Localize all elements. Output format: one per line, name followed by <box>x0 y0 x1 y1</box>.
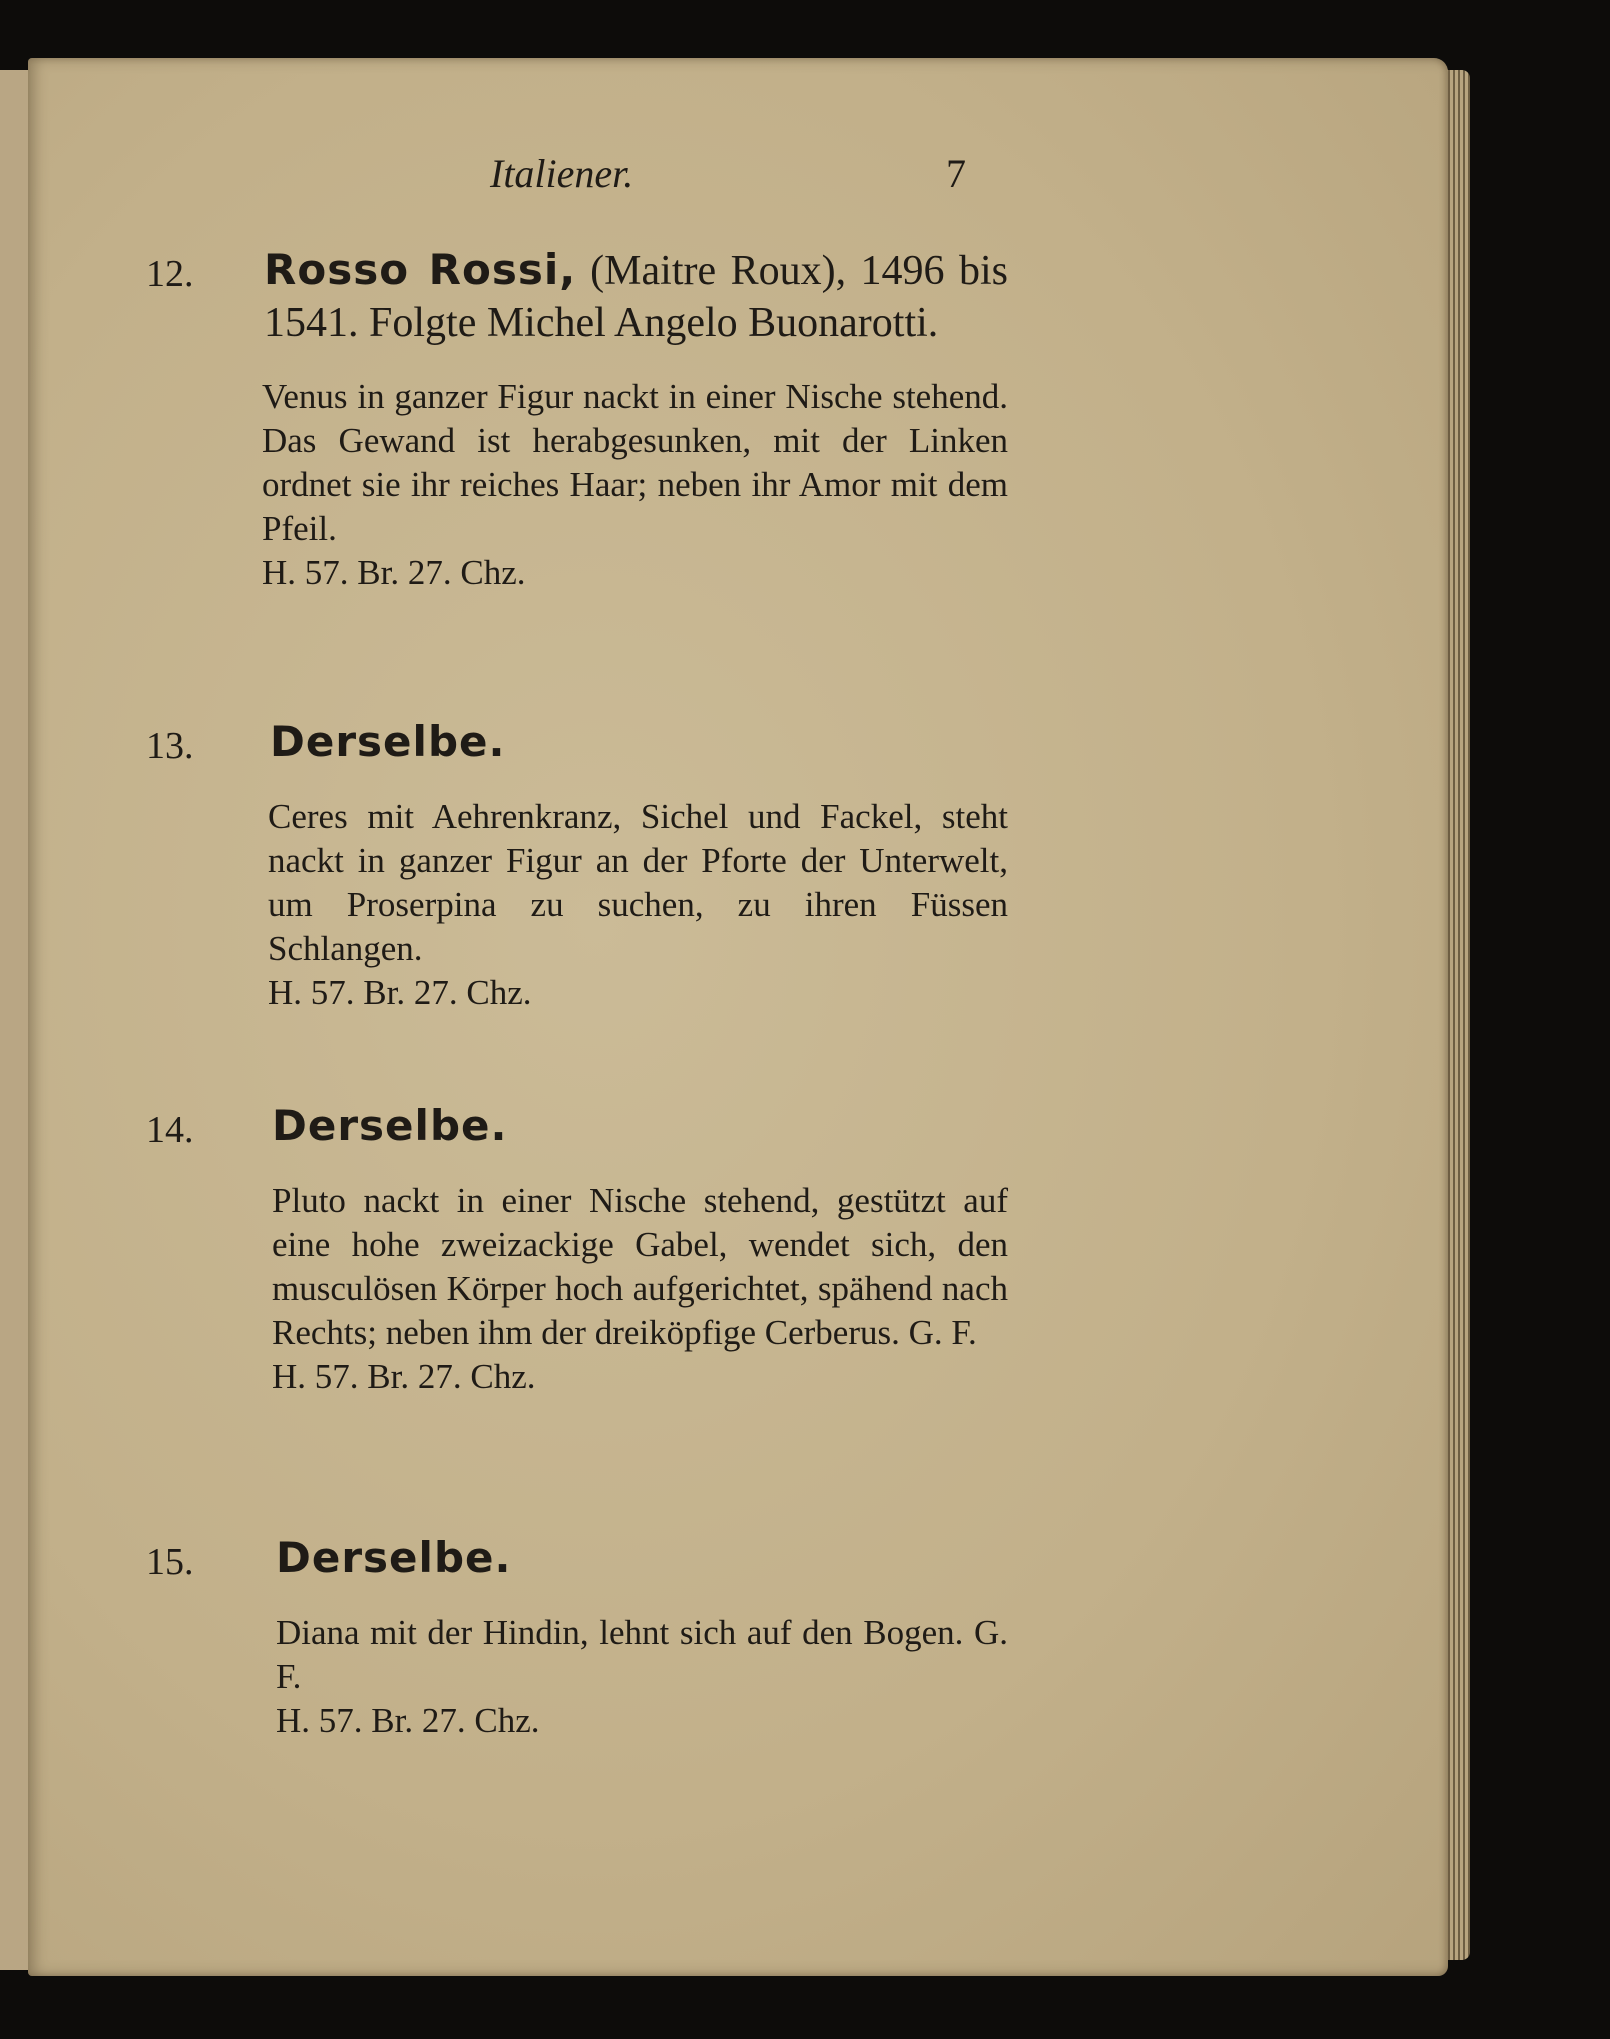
entry-dimensions: H. 57. Br. 27. Chz. <box>276 1701 540 1740</box>
entry-dimensions: H. 57. Br. 27. Chz. <box>268 973 532 1012</box>
entry-dimensions: H. 57. Br. 27. Chz. <box>272 1357 536 1396</box>
entry-heading <box>276 1532 1008 1585</box>
book-page <box>28 58 1448 1976</box>
catalog-entry-13 <box>146 716 1008 1015</box>
entry-description: Pluto nackt in einer Nische stehend, gestützt auf eine hohe zweizackige Gabel, wendet sich, den musculösen Körper hoch aufgerichtet, spähend nach Rechts; neben ihm der dreiköpfige Cerberus. G. F. <box>272 1181 1008 1352</box>
entry-subtitle: (Maitre Roux), 1496 bis 1541. Folgte Michel Angelo Buonarotti. <box>264 248 1008 346</box>
entry-number: 14. <box>146 1109 194 1151</box>
entry-title: Derselbe. <box>270 717 506 766</box>
entry-title: Derselbe. <box>272 1101 508 1150</box>
entry-dimensions: H. 57. Br. 27. Chz. <box>262 553 526 592</box>
entry-number: 12. <box>146 253 194 295</box>
entry-description: Venus in ganzer Figur nackt in einer Nische stehend. Das Gewand ist herabgesunken, mit der Linken ordnet sie ihr reiches Haar; neben ihr Amor mit dem Pfeil. <box>262 377 1008 548</box>
catalog-entry-15 <box>146 1532 1008 1743</box>
entry-title: Rosso Rossi, <box>264 245 577 294</box>
entry-description: Ceres mit Aehrenkranz, Sichel und Fackel, steht nackt in ganzer Figur an der Pforte der Unterwelt, um Proserpina zu suchen, zu ihren Füssen Schlangen. <box>268 797 1008 968</box>
entry-title: Derselbe. <box>276 1533 512 1582</box>
page-number: 7 <box>946 151 966 196</box>
entry-description: Diana mit der Hindin, lehnt sich auf den Bogen. G. F. <box>276 1613 1008 1696</box>
entry-number: 15. <box>146 1541 194 1583</box>
running-head: Italiener. <box>490 151 634 196</box>
entry-heading <box>272 1100 1008 1153</box>
entry-number: 13. <box>146 725 194 767</box>
entry-heading <box>264 244 1008 349</box>
entry-heading <box>270 716 1008 769</box>
catalog-entry-14 <box>146 1100 1008 1399</box>
catalog-entry-12 <box>146 244 1008 595</box>
